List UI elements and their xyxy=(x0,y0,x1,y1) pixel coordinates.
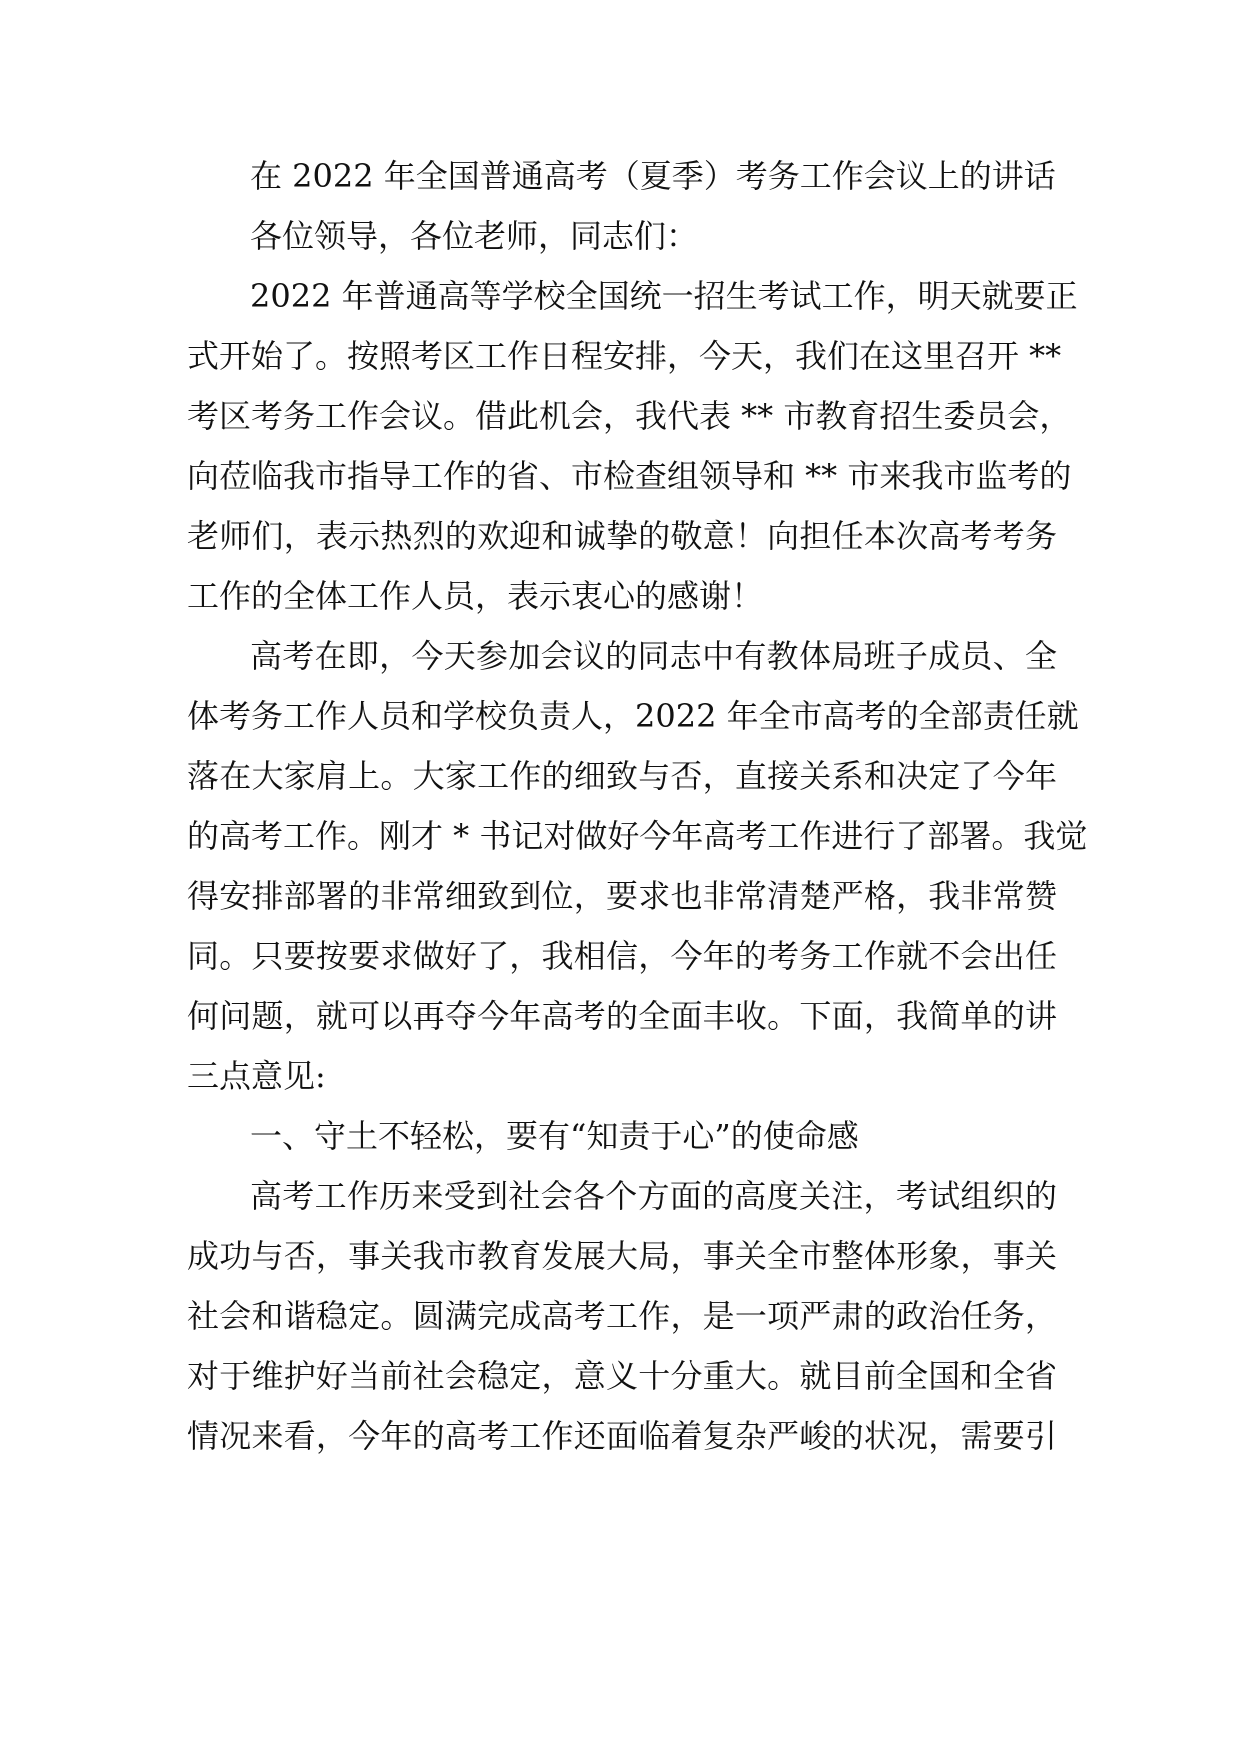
paragraph-line: 成功与否，事关我市教育发展大局，事关全市整体形象，事关 xyxy=(187,1237,1057,1275)
paragraph-line: 得安排部署的非常细致到位，要求也非常清楚严格，我非常赞 xyxy=(187,877,1057,915)
paragraph-line: 高考工作历来受到社会各个方面的高度关注，考试组织的 xyxy=(250,1177,1057,1215)
paragraph-line: 社会和谐稳定。圆满完成高考工作，是一项严肃的政治任务， xyxy=(187,1297,1057,1335)
paragraph-line: 2022 年普通高等学校全国统一招生考试工作，明天就要正 xyxy=(250,277,1078,315)
paragraph-line: 考区考务工作会议。借此机会，我代表 ** 市教育招生委员会， xyxy=(187,397,1072,435)
paragraph-line: 落在大家肩上。大家工作的细致与否，直接关系和决定了今年 xyxy=(187,757,1057,795)
paragraph-line: 高考在即，今天参加会议的同志中有教体局班子成员、全 xyxy=(250,637,1057,675)
section-heading: 一、守土不轻松，要有“知责于心”的使命感 xyxy=(250,1117,859,1155)
paragraph-line: 对于维护好当前社会稳定，意义十分重大。就目前全国和全省 xyxy=(187,1357,1057,1395)
paragraph-line: 老师们，表示热烈的欢迎和诚挚的敬意！向担任本次高考考务 xyxy=(187,517,1057,555)
paragraph-line: 情况来看，今年的高考工作还面临着复杂严峻的状况，需要引 xyxy=(187,1417,1057,1455)
paragraph-line: 同。只要按要求做好了，我相信，今年的考务工作就不会出任 xyxy=(187,937,1057,975)
paragraph-line: 工作的全体工作人员，表示衷心的感谢！ xyxy=(187,577,764,615)
salutation: 各位领导，各位老师，同志们： xyxy=(250,217,699,255)
speech-title: 在 2022 年全国普通高考（夏季）考务工作会议上的讲话 xyxy=(250,157,1056,195)
paragraph-line: 三点意见: xyxy=(187,1057,326,1095)
paragraph-line: 向莅临我市指导工作的省、市检查组领导和 ** 市来我市监考的 xyxy=(187,457,1072,495)
paragraph-line: 式开始了。按照考区工作日程安排，今天，我们在这里召开 ** xyxy=(187,337,1062,375)
paragraph-line: 的高考工作。刚才 * 书记对做好今年高考工作进行了部署。我觉 xyxy=(187,817,1088,855)
paragraph-line: 何问题，就可以再夺今年高考的全面丰收。下面，我简单的讲 xyxy=(187,997,1057,1035)
paragraph-line: 体考务工作人员和学校负责人，2022 年全市高考的全部责任就 xyxy=(187,697,1079,735)
